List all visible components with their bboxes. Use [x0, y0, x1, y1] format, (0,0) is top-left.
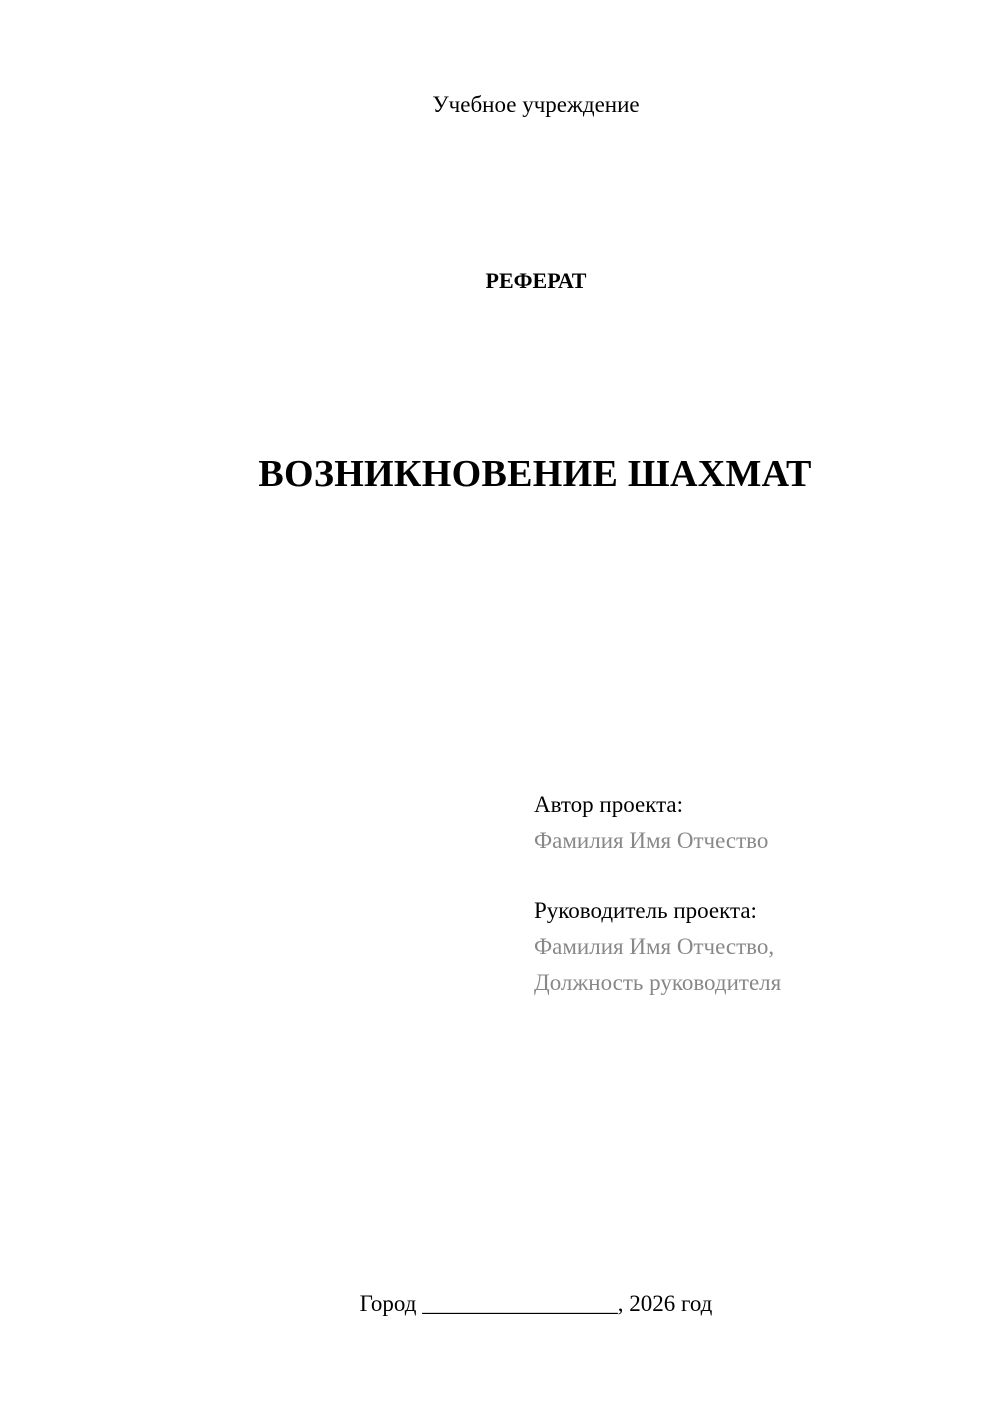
author-label: Автор проекта: [534, 792, 683, 817]
author-name: Фамилия Имя Отчество [534, 828, 769, 853]
year-text: , 2026 год [617, 1291, 713, 1316]
supervisor-position: Должность руководителя [534, 970, 782, 995]
spacer [534, 859, 974, 893]
supervisor-name: Фамилия Имя Отчество, [534, 934, 775, 959]
supervisor-label: Руководитель проекта: [534, 898, 757, 923]
project-info-block [534, 787, 974, 1001]
city-year-line [0, 1288, 1000, 1320]
document-title: ВОЗНИКНОВЕНИЕ ШАХМАТ [258, 453, 812, 495]
institution-name: Учебное учреждение [432, 92, 640, 117]
city-label: Город [359, 1291, 417, 1316]
city-blank: _________________ [422, 1291, 618, 1316]
document-type: РЕФЕРАТ [485, 268, 587, 293]
